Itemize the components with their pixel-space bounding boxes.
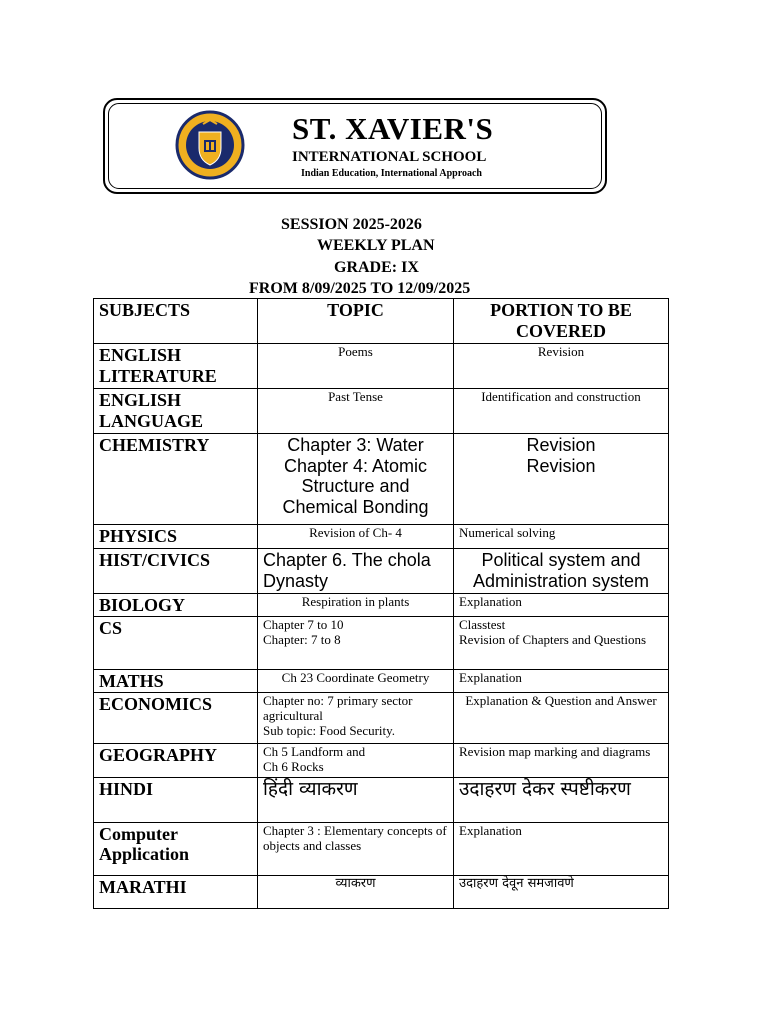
topic-line: Sub topic: Food Security. [263,722,396,738]
topic-line: Chapter 7 to 10 [263,616,344,632]
table-row [94,594,669,617]
table-row [94,549,669,594]
date-range: FROM 8/09/2025 TO 12/09/2025 [249,280,471,297]
topic-cell: हिंदी व्याकरण [258,777,454,822]
table-row [94,434,669,525]
portion-cell [454,616,669,669]
topic-line: Chapter 3: Water [287,435,424,455]
subject-cell: ENGLISH LITERATURE [94,344,258,389]
topic-cell: Past Tense [258,389,454,434]
portion-cell: Revision [454,344,669,389]
school-name: ST. XAVIER'S [292,111,494,146]
subject-cell: GEOGRAPHY [94,743,258,777]
portion-cell: Explanation [454,822,669,875]
portion-cell: Revision map marking and diagrams [454,743,669,777]
portion-line: Revision [526,455,596,476]
table-row [94,822,669,875]
portion-cell: Explanation [454,594,669,617]
topic-cell [258,616,454,669]
subject-cell: Computer Application [94,822,258,875]
topic-line: Chapter 4: Atomic Structure and Chemical Bonding [282,455,429,518]
portion-cell: Explanation & Question and Answer [454,692,669,743]
topic-cell [258,692,454,743]
table-row [94,389,669,434]
topic-cell: व्याकरण [258,875,454,908]
table-row [94,777,669,822]
portion-cell: Numerical solving [454,525,669,549]
subject-cell: ECONOMICS [94,692,258,743]
subject-cell: MARATHI [94,875,258,908]
subject-cell: PHYSICS [94,525,258,549]
portion-line: Classtest [459,616,506,632]
subject-cell: MATHS [94,669,258,692]
header-topic: TOPIC [258,299,454,344]
weekly-plan-table [93,298,669,909]
school-crest-icon [175,110,245,180]
topic-cell: Chapter 6. The chola Dynasty [258,549,454,594]
topic-cell: Poems [258,344,454,389]
portion-cell: Explanation [454,669,669,692]
portion-cell: उदाहरण देकर स्पष्टीकरण [454,777,669,822]
subject-cell: ENGLISH LANGUAGE [94,389,258,434]
topic-line: Ch 6 Rocks [263,758,324,774]
subject-cell: HINDI [94,777,258,822]
subject-cell: HIST/CIVICS [94,549,258,594]
subject-cell: BIOLOGY [94,594,258,617]
topic-cell [258,743,454,777]
topic-line: Chapter no: 7 primary sector agricultural [263,692,413,723]
portion-cell: Identification and construction [454,389,669,434]
table-row [94,692,669,743]
portion-cell [454,434,669,525]
portion-line: Revision [526,435,596,455]
school-tagline: Indian Education, International Approach [301,168,482,179]
topic-cell: Respiration in plants [258,594,454,617]
topic-cell [258,434,454,525]
topic-cell: Ch 23 Coordinate Geometry [258,669,454,692]
session-label: SESSION 2025-2026 [281,216,422,233]
table-row [94,616,669,669]
table-row [94,875,669,908]
portion-cell: Political system and Administration system [454,549,669,594]
header-portion: PORTION TO BE COVERED [454,299,669,344]
grade-label: GRADE: IX [334,259,419,276]
table-row [94,344,669,389]
table-row [94,525,669,549]
header-subjects: SUBJECTS [94,299,258,344]
topic-line: Chapter: 7 to 8 [263,631,341,647]
table-row [94,743,669,777]
topic-cell: Revision of Ch- 4 [258,525,454,549]
topic-line: Ch 5 Landform and [263,743,366,759]
subject-cell: CHEMISTRY [94,434,258,525]
school-subtitle: INTERNATIONAL SCHOOL [292,149,487,165]
portion-cell: उदाहरण देवून समजावणे [454,875,669,908]
table-header-row [94,299,669,344]
subject-cell: CS [94,616,258,669]
plan-title: WEEKLY PLAN [317,237,435,254]
table-row [94,669,669,692]
portion-line: Revision of Chapters and Questions [459,631,647,647]
topic-cell: Chapter 3 : Elementary concepts of objects and classes [258,822,454,875]
